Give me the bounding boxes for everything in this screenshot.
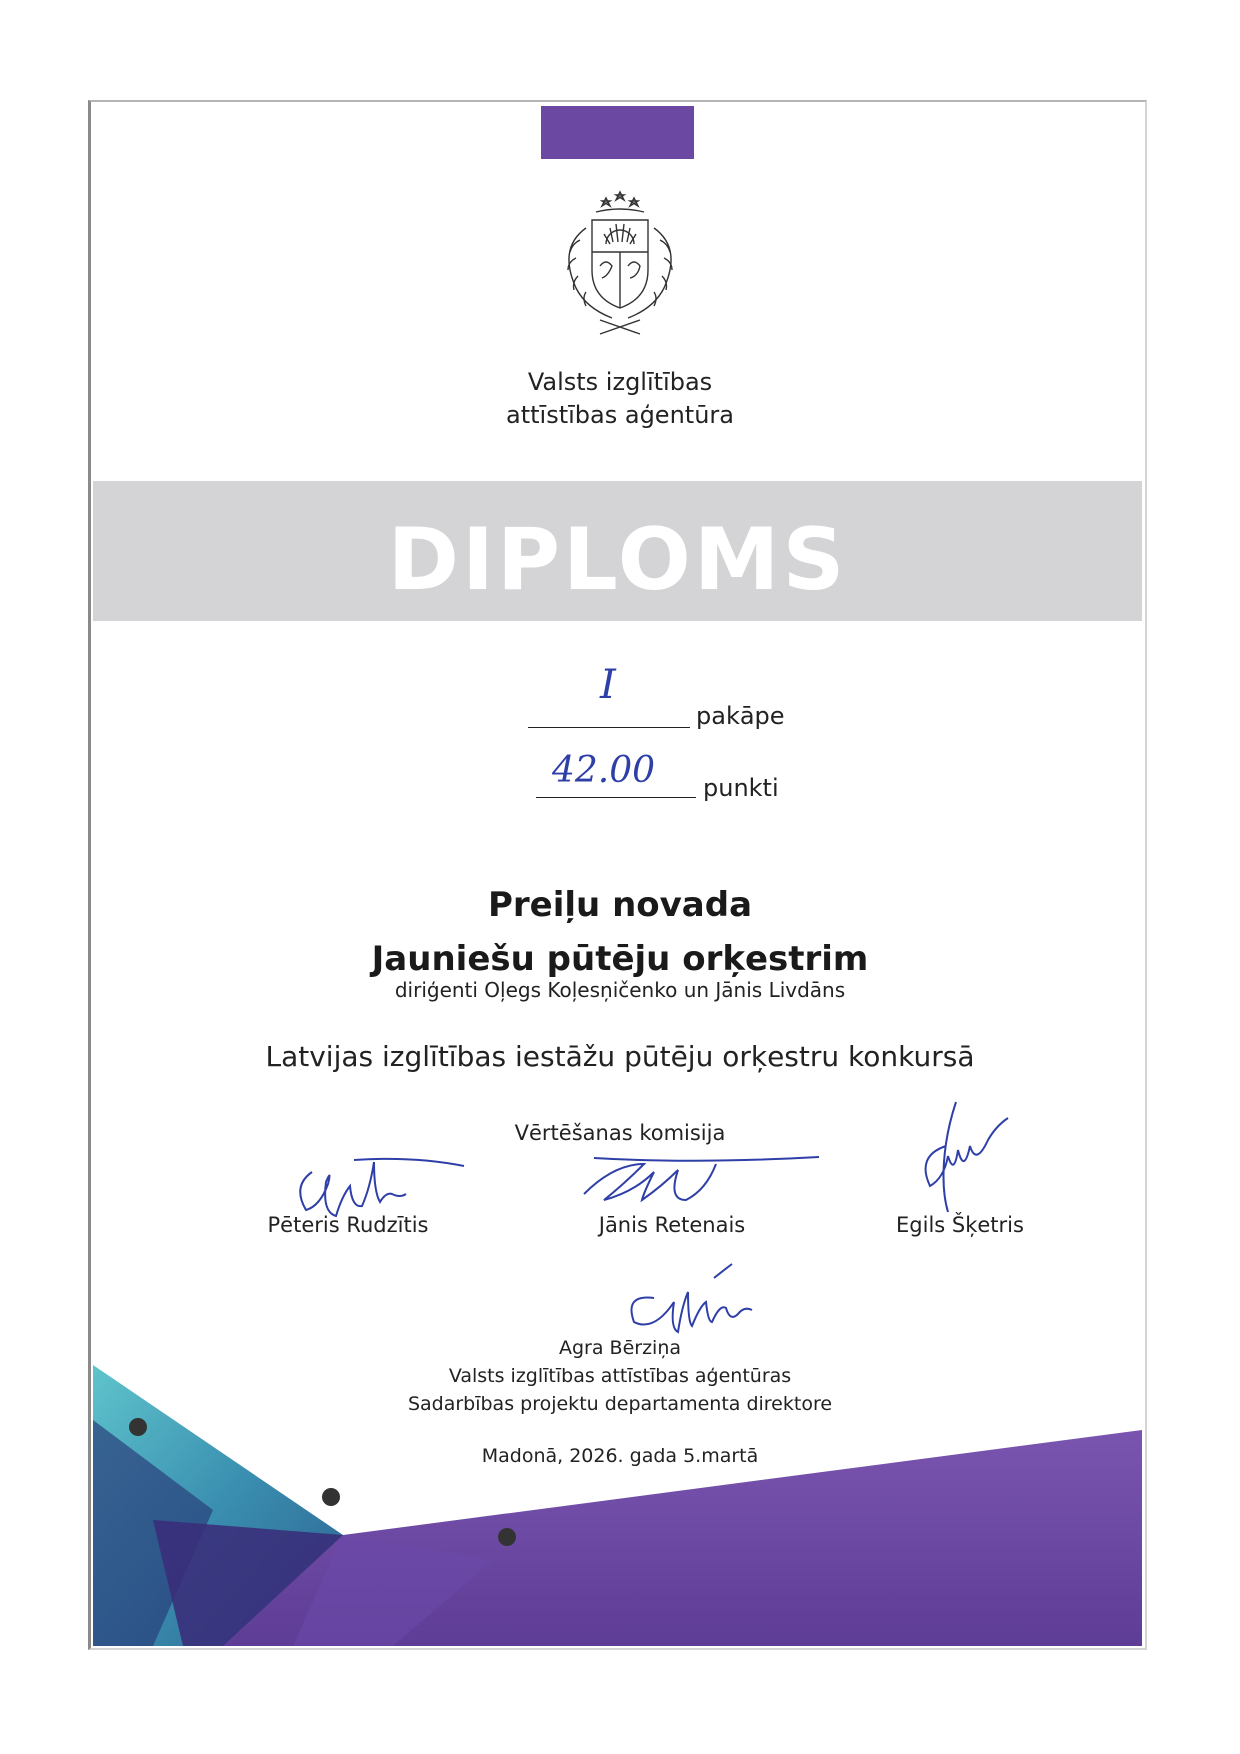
agency-name: [420, 366, 820, 432]
committee-member-3: Egils Šķetris: [896, 1213, 1024, 1237]
awardee: [320, 878, 920, 986]
awardee-line2: Jauniešu pūtēju orķestrim: [371, 939, 869, 979]
committee-member-2: Jānis Retenais: [598, 1213, 746, 1237]
committee-member-1: Pēteris Rudzītis: [267, 1213, 429, 1237]
degree-label: pakāpe: [696, 702, 785, 730]
conductors: diriģenti Oļegs Koļesņičenko un Jānis Livdāns: [394, 978, 846, 1002]
signature-sketris: [908, 1096, 1028, 1220]
degree-underline: [528, 727, 690, 728]
contest-name: Latvijas izglītības iestāžu pūtēju orķestru konkursā: [265, 1040, 975, 1073]
director-name: Agra Bērziņa: [558, 1337, 682, 1359]
agency-name-line1: Valsts izglītības: [527, 368, 713, 396]
agency-name-line2: attīstības aģentūra: [506, 401, 734, 429]
top-accent-bar: [541, 106, 694, 159]
degree-handwritten: I: [600, 662, 616, 708]
decorative-bottom-graphic: [93, 1360, 1142, 1646]
committee-heading: Vērtēšanas komisija: [514, 1121, 726, 1145]
diploma-title: DIPLOMS: [387, 510, 848, 610]
coat-of-arms-icon: [540, 188, 700, 348]
points-handwritten: 42.00: [552, 750, 656, 791]
signature-retenais: [574, 1148, 824, 1210]
signature-berzina: [614, 1258, 764, 1342]
director-org: Valsts izglītības attīstības aģentūras: [448, 1365, 792, 1387]
points-label: punkti: [703, 774, 779, 802]
director-position: Sadarbības projektu departamenta direktore: [407, 1393, 833, 1415]
awardee-line1: Preiļu novada: [487, 885, 753, 925]
place-date: Madonā, 2026. gada 5.martā: [481, 1445, 759, 1467]
points-underline: [536, 797, 696, 798]
